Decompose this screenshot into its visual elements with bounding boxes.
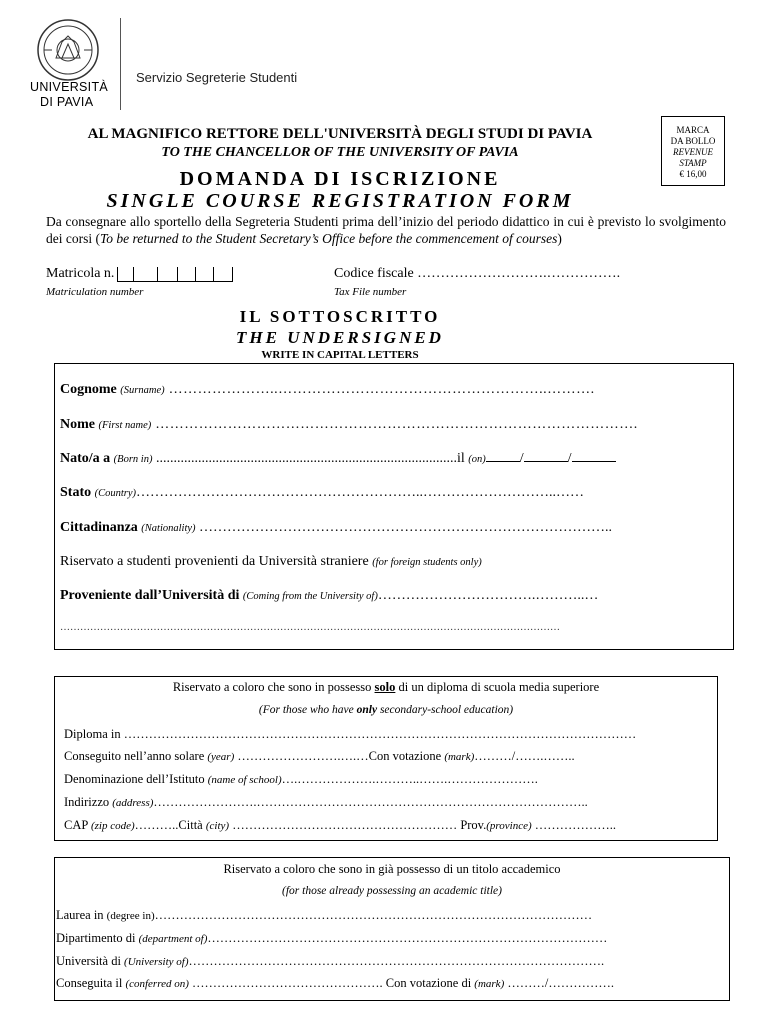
city-province-line: ……………………………………………… Prov. [229,818,487,832]
origin-university-line: …………………………….………..… [377,588,599,603]
header-divider [120,18,121,110]
address-label: Indirizzo [64,795,113,809]
secondary-heading-solo: solo [374,680,396,694]
undersigned-english: THE UNDERSIGNED [236,328,444,347]
addressee-italian: AL MAGNIFICO RETTORE DELL'UNIVERSITÀ DEGLI STUDI DI PAVIA [87,126,593,142]
revenue-stamp-box [661,116,725,186]
secondary-school-box [54,676,718,841]
academic-mark-label-english: (mark) [474,978,505,990]
foreign-note-english: (for foreign students only) [372,557,482,568]
origin-university-label-english: (Coming from the University of) [242,591,378,602]
diploma-year-label-english: (year) [207,751,235,763]
degree-label-english: (degree in) [106,910,155,922]
province-line: ……………….. [531,818,617,832]
foreign-note-italian: Riservato a studenti provenienti da Università straniere [60,554,373,569]
department-label-english: (department of) [138,933,208,945]
department-label: Dipartimento di [56,931,139,945]
conferred-line: ………………………………………. Con votazione di [188,976,475,990]
birth-year-blank[interactable] [572,451,616,462]
nationality-line: …………………………………………………………………………….. [195,520,613,535]
personal-data-box [54,363,734,650]
school-name-label: Denominazione dell’Istituto [64,772,208,786]
diploma-mark-line: ………/…….…….. [474,749,575,763]
university-line: ………………………………………………………………………………………. [188,954,605,968]
capital-letters-note: WRITE IN CAPITAL LETTERS [261,349,419,361]
university-label-english: (University of) [124,956,189,968]
foreign-students-note [60,554,482,570]
degree-label: Laurea in [56,908,107,922]
birth-field[interactable]: Nato/a a (Born in) ......................................................................................il (on) / / [60,451,616,467]
matricola-field[interactable] [46,266,233,282]
birth-month-blank[interactable] [524,451,568,462]
instructions-close: ) [557,231,562,246]
surname-line: …………………..………………………………………………..………. [164,382,595,397]
form-title-italian: DOMANDA DI ISCRIZIONE [179,168,501,190]
degree-field[interactable] [56,908,592,923]
first-name-label-english: (First name) [98,420,152,431]
secondary-heading-pre: Riservato a coloro che sono in possesso [172,680,375,694]
surname-field[interactable] [60,382,595,398]
tax-code-label-english: Tax File number [334,286,407,298]
address-field[interactable] [64,795,588,810]
birth-place-label-english: (Born in) [113,454,153,465]
nationality-label-english: (Nationality) [141,523,196,534]
conferred-mark-field[interactable] [56,976,614,991]
zip-label-english: (zip code) [90,820,135,832]
secondary-heading [55,680,717,695]
addressee-english: TO THE CHANCELLOR OF THE UNIVERSITY OF PAVIA [161,145,519,160]
stamp-line: REVENUE [673,147,713,157]
origin-university-label: Proveniente dall’Università di [60,588,240,603]
origin-university-field[interactable] [60,588,598,604]
university-name-line2: DI PAVIA [40,95,94,109]
conferred-label: Conseguita il [56,976,126,990]
province-label-english: (province) [486,820,532,832]
address-label-english: (address) [112,797,154,809]
zip-city-line: ………..Città [134,818,206,832]
diploma-mark-label-english: (mark) [444,751,475,763]
tax-code-field[interactable]: Codice fiscale ……………………….……………. [334,266,621,281]
address-line: …………………….…………………………………………………………………….. [153,795,588,809]
school-name-field[interactable] [64,772,538,787]
matricola-digit-boxes[interactable] [117,267,233,282]
university-label: Università di [56,954,125,968]
diploma-field[interactable]: Diploma in …………………………………………………………………………………………………………… [64,727,637,741]
secondary-sub-pre: (For those who have [258,704,357,716]
university-name-line1: UNIVERSITÀ [30,80,109,94]
first-name-field[interactable] [60,417,638,433]
country-field[interactable] [60,485,584,501]
surname-label-english: (Surname) [120,385,165,396]
undersigned-italian: IL SOTTOSCRITTO [239,307,441,326]
diploma-year-line: …………………….….…Con votazione [234,749,445,763]
degree-line: …………………………………………………………………………………………… [154,908,593,922]
academic-title-box [54,857,730,1001]
service-name: Servizio Segreterie Studenti [136,70,298,85]
secondary-sub-only: only [356,704,378,716]
matricola-label-english: Matriculation number [46,286,144,298]
first-name-label: Nome [60,417,95,432]
birth-place-line: ......................................................................................il [152,451,465,466]
surname-label: Cognome [60,382,117,397]
university-field[interactable] [56,954,604,969]
nationality-field[interactable] [60,520,612,536]
country-line: ……………………………………………………..………………………..…… [136,485,585,500]
country-label-english: (Country) [94,488,137,499]
stamp-line: DA BOLLO [670,136,716,146]
secondary-subheading [55,704,717,716]
school-name-line: ….……………….………..…….…………………. [281,772,538,786]
conferred-label-english: (conferred on) [125,978,189,990]
secondary-sub-post: secondary-school education) [377,704,514,716]
birth-place-label: Nato/a a [60,451,111,466]
origin-university-extra-line[interactable]: …………………………………………………………………………………………………………………………………… [60,622,560,633]
stamp-line: MARCA [676,125,710,135]
birth-date-label-english: (on) [468,454,486,465]
birth-day-blank[interactable] [486,451,520,462]
first-name-line: ………………………………………………………………………………………. [151,417,638,432]
nationality-label: Cittadinanza [60,520,138,535]
instructions-italian: Da consegnare allo sportello della Segreteria Studenti prima dell’inizio del periodo didattico in cui è previsto lo svolgimento dei corsi ( [46,214,726,246]
country-label: Stato [60,485,92,500]
stamp-line: STAMP [679,158,707,168]
department-line: …………………………………………………………………………………… [207,931,608,945]
diploma-year-mark-field[interactable] [64,749,575,764]
zip-label: CAP [64,818,91,832]
zip-city-province-field[interactable] [64,818,616,833]
academic-mark-line: ………/……………. [504,976,614,990]
city-label-english: (city) [205,820,230,832]
form-title-english: SINGLE COURSE REGISTRATION FORM [106,190,574,212]
submission-instructions [46,213,726,247]
stamp-amount: € 16,00 [679,169,707,179]
instructions-english: To be returned to the Student Secretary’s Office before the commencement of courses [99,231,558,246]
department-field[interactable] [56,931,607,946]
academic-heading: Riservato a coloro che sono in già possesso di un titolo accademico [223,862,561,876]
matricola-label: Matricola n. [46,266,115,281]
school-name-label-english: (name of school) [207,774,282,786]
academic-subheading: (for those already possessing an academic title) [282,885,502,897]
secondary-heading-post: di un diploma di scuola media superiore [395,680,600,694]
diploma-year-label: Conseguito nell’anno solare [64,749,208,763]
